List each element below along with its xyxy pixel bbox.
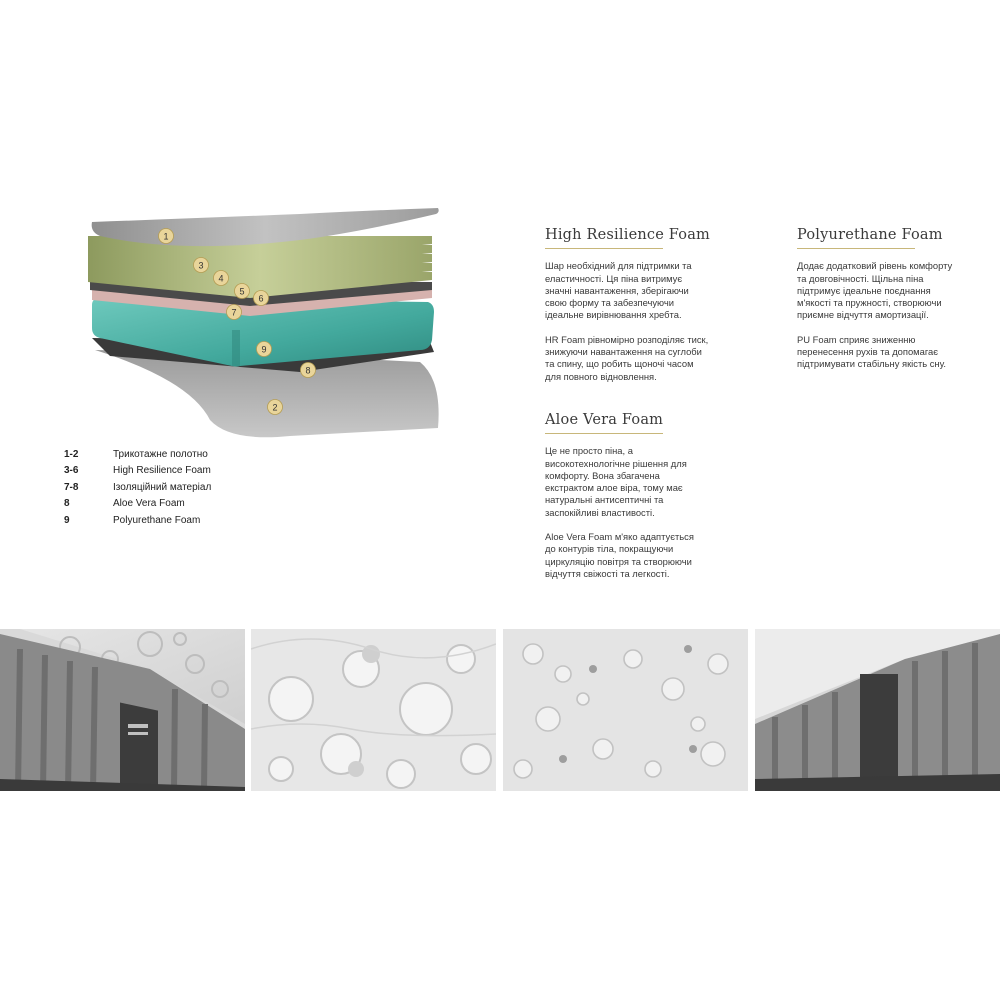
legend-label: Aloe Vera Foam (113, 498, 185, 510)
badge-label: 1 (163, 231, 169, 242)
legend-range: 1-2 (64, 448, 79, 460)
section-title: Polyurethane Foam (797, 227, 943, 243)
layer-badge (227, 305, 242, 320)
legend-label: High Resilience Foam (113, 465, 211, 477)
badge-label: 4 (218, 273, 224, 284)
layer-badge (268, 400, 283, 415)
badge-label: 7 (231, 307, 237, 318)
legend-range: 9 (64, 514, 70, 526)
quilted-fabric-photo (251, 629, 496, 791)
badge-label: 8 (305, 365, 311, 376)
badge-label: 9 (261, 344, 267, 355)
legend-label: Трикотажне полотно (113, 448, 208, 460)
section-paragraph: Це не просто піна, а високотехнологічне рішення для комфорту. Вона збагачена екстрактом алое віра, тому має натуральні антисептичні та заспокійливі властивості. (545, 445, 687, 518)
badge-label: 3 (198, 260, 204, 271)
badge-label: 2 (272, 402, 278, 413)
section-paragraph: Шар необхідний для підтримки та еластичності. Ця піна витримує значні навантаження, зберігаючи свою форму та забезпечуючи ідеальне вирівнювання хребта. (545, 260, 692, 321)
badge-label: 5 (239, 286, 245, 297)
legend-row (64, 463, 364, 480)
badge-label: 6 (258, 293, 264, 304)
legend-range: 7-8 (64, 481, 79, 493)
layer-badge (257, 342, 272, 357)
section-paragraph: HR Foam рівномірно розподіляє тиск, знижуючи навантаження на суглоби та спину, що робить щоночі часом для повного відновлення. (545, 333, 709, 382)
layer-badge (235, 284, 250, 299)
mattress-layers-diagram (0, 0, 460, 445)
section-paragraph: Aloe Vera Foam м'яко адаптується до контурів тіла, покращуючи циркуляцію повітря та створюючи відчуття свіжості та легкості. (545, 531, 694, 579)
title-divider (545, 248, 663, 249)
legend-row (64, 496, 364, 513)
tufted-fabric-photo (503, 629, 748, 791)
mattress-side-photo (755, 629, 1000, 791)
layer-badge (194, 258, 209, 273)
layer-badge (214, 271, 229, 286)
layer-badge (254, 291, 269, 306)
hr-foam-section (545, 229, 710, 395)
legend-range: 8 (64, 498, 70, 510)
legend-range: 3-6 (64, 465, 79, 477)
legend-row (64, 479, 364, 496)
legend-row (64, 446, 364, 463)
title-divider (545, 433, 663, 434)
layer-badge (301, 363, 316, 378)
legend-label: Polyurethane Foam (113, 514, 201, 526)
section-title: Aloe Vera Foam (545, 412, 664, 428)
legend-label: Ізоляційний матеріал (113, 481, 212, 493)
section-paragraph: Додає додатковий рівень комфорту та довговічності. Щільна піна підтримує ідеальне поєднання м'якості та пружності, створюючи приємне відчуття амортизації. (797, 260, 953, 321)
layers-legend (64, 446, 364, 529)
pu-foam-section (797, 229, 962, 383)
section-paragraph: PU Foam сприяє зниженню перенесення рухів та допомагає підтримувати стабільну якість сну. (797, 333, 946, 370)
title-divider (797, 248, 915, 249)
section-title: High Resilience Foam (545, 227, 710, 243)
layer-badge (159, 229, 174, 244)
legend-row (64, 512, 364, 529)
aloe-foam-section (545, 414, 700, 592)
mattress-corner-photo (0, 629, 245, 791)
